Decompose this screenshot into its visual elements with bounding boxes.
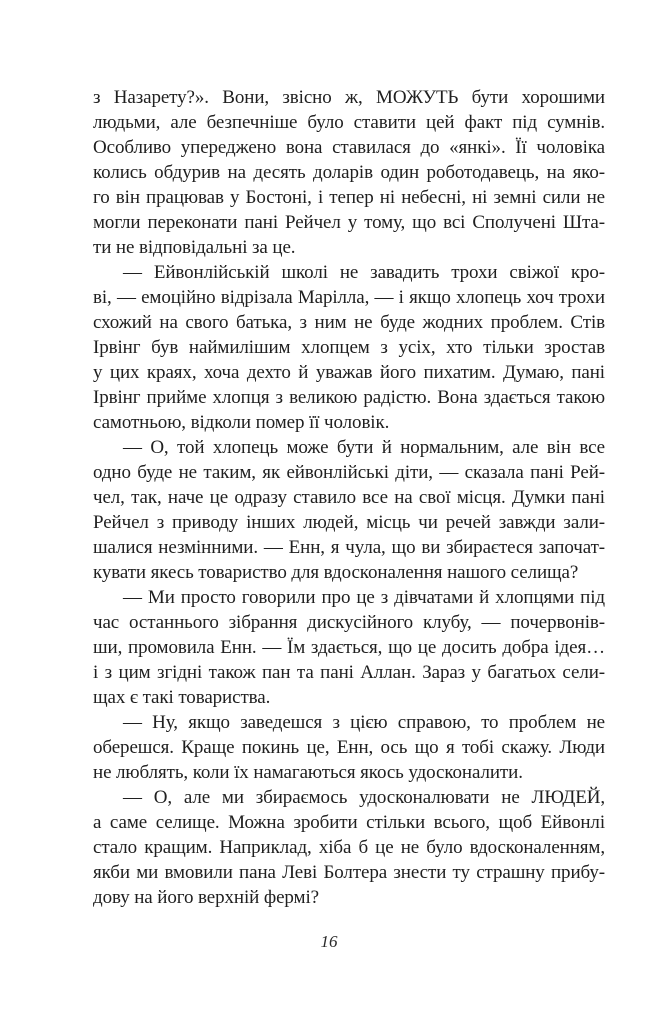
text-line: могли переконати пані Рейчел у тому, що всі Сполучені Шта- xyxy=(93,212,605,233)
text-line: — Ну, якщо заведешся з цією справою, то проблем не xyxy=(123,712,605,733)
text-block xyxy=(93,85,605,910)
paragraph xyxy=(93,785,605,910)
paragraph xyxy=(93,85,605,260)
text-line: Ірвінг прийме хлопця з великою радістю. Вона здається такою xyxy=(93,387,605,408)
text-line: Рейчел з приводу інших людей, місць чи речей завжди зали- xyxy=(93,512,605,533)
text-line: у цих краях, хоча дехто й уважав його пихатим. Думаю, пані xyxy=(93,362,605,383)
paragraph xyxy=(93,260,605,435)
text-line: стало кращим. Наприклад, хіба б це не було вдосконаленням, xyxy=(93,837,605,858)
text-line: щах є такі товариства. xyxy=(93,687,271,708)
text-line: самотньою, відколи помер її чоловік. xyxy=(93,412,390,433)
text-line: одно буде не таким, як ейвонлійські діти, — сказала пані Рей- xyxy=(93,462,605,483)
page-number: 16 xyxy=(320,932,338,951)
text-line: шалися незмінними. — Енн, я чула, що ви збираєтеся започат- xyxy=(93,537,605,558)
paragraph xyxy=(93,435,605,585)
paragraph xyxy=(93,710,605,785)
text-line: колись обдурив на десять доларів один роботодавець, на яко- xyxy=(93,162,605,183)
text-line: а саме селище. Можна зробити стільки всього, щоб Ейвонлі xyxy=(93,812,605,833)
text-line: чел, так, наче це одразу ставило все на свої місця. Думки пані xyxy=(93,487,605,508)
text-line: оберешся. Краще покинь це, Енн, ось що я тобі скажу. Люди xyxy=(93,737,605,758)
text-line: — О, але ми збираємось удосконалювати не ЛЮДЕЙ, xyxy=(123,787,605,808)
text-line: ти не відповідальні за це. xyxy=(93,237,296,258)
text-line: ві, — емоційно відрізала Марілла, — і якщо хлопець хоч трохи xyxy=(93,287,605,308)
text-line: — Ейвонлійській школі не завадить трохи свіжої кро- xyxy=(123,262,605,283)
text-line: дову на його верхній фермі? xyxy=(93,887,319,908)
text-line: ши, промовила Енн. — Їм здається, що це досить добра ідея… xyxy=(93,637,605,658)
text-line: — Ми просто говорили про це з дівчатами й хлопцями під xyxy=(123,587,605,608)
text-line: го він працював у Бостоні, і тепер ні небесні, ні земні сили не xyxy=(93,187,605,208)
text-line: кувати якесь товариство для вдосконалення нашого селища? xyxy=(93,562,579,583)
text-line: з Назарету?». Вони, звісно ж, МОЖУТЬ бути хорошими xyxy=(93,87,605,108)
text-line: і з цим згідні також пан та пані Аллан. Зараз у багатьох сели- xyxy=(93,662,605,683)
text-line: час останнього зібрання дискусійного клубу, — почервонів- xyxy=(93,612,605,633)
text-line: людьми, але безпечніше було ставити цей факт під сумнів. xyxy=(93,112,605,133)
text-line: Ірвінг був наймилішим хлопцем з усіх, хто тільки зростав xyxy=(93,337,605,358)
text-line: Особливо упереджено вона ставилася до «янкі». Її чоловіка xyxy=(93,137,605,158)
paragraph xyxy=(93,585,605,710)
text-line: не люблять, коли їх намагаються якось удосконалити. xyxy=(93,762,523,783)
text-line: якби ми вмовили пана Леві Болтера знести ту страшну прибу- xyxy=(93,862,605,883)
text-line: схожий на свого батька, з ним не буде жодних проблем. Стів xyxy=(93,312,605,333)
text-line: — О, той хлопець може бути й нормальним, але він все xyxy=(123,437,605,458)
